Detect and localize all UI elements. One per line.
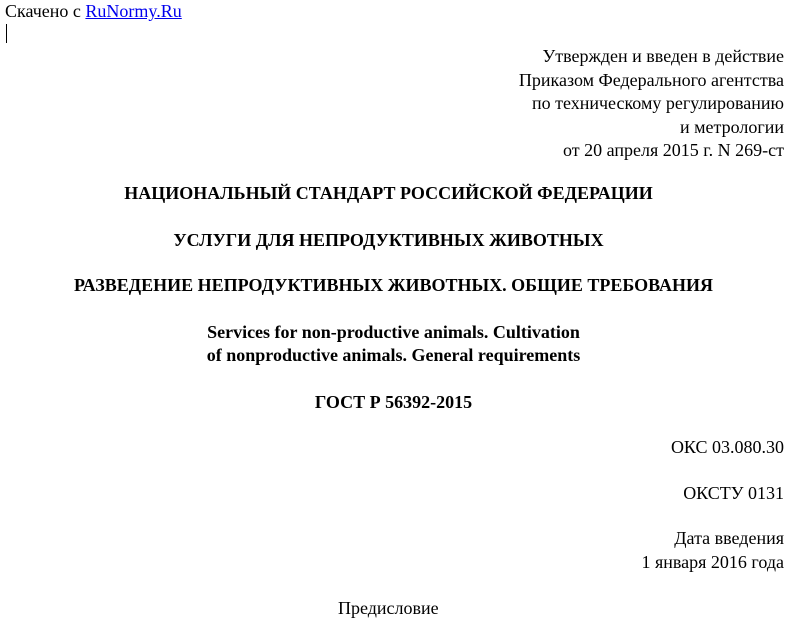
english-title-line: of nonproductive animals. General requirements [206, 345, 581, 365]
approval-line: по техническому регулированию [531, 93, 784, 113]
introduction-date-value: 1 января 2016 года [641, 551, 784, 572]
approval-block [519, 45, 784, 163]
introduction-date-label: Дата введения [674, 528, 784, 548]
national-standard-title: НАЦИОНАЛЬНЫЙ СТАНДАРТ РОССИЙСКОЙ ФЕДЕРАЦИИ [124, 183, 653, 203]
source-line [5, 0, 182, 22]
services-title: УСЛУГИ ДЛЯ НЕПРОДУКТИВНЫХ ЖИВОТНЫХ [173, 230, 604, 250]
english-title-line: Services for non-productive animals. Cultivation [207, 322, 580, 342]
english-title [0, 321, 787, 367]
breeding-title: РАЗВЕДЕНИЕ НЕПРОДУКТИВНЫХ ЖИВОТНЫХ. ОБЩИЕ ТРЕБОВАНИЯ [73, 275, 714, 295]
introduction-date-block [641, 527, 784, 574]
okstu-code: ОКСТУ 0131 [683, 483, 784, 503]
oks-code: ОКС 03.080.30 [670, 437, 784, 457]
source-prefix: Скачено с [5, 1, 86, 21]
source-link[interactable]: RuNormy.Ru [85, 1, 182, 21]
approval-line: Приказом Федерального агентства [518, 69, 784, 90]
approval-line: и метрологии [680, 116, 784, 137]
text-cursor [6, 24, 7, 43]
approval-line: от 20 апреля 2015 г. N 269-ст [563, 140, 784, 160]
preface-heading: Предисловие [338, 598, 439, 618]
gost-number: ГОСТ Р 56392-2015 [314, 392, 473, 412]
approval-line: Утвержден и введен в действие [542, 46, 784, 66]
